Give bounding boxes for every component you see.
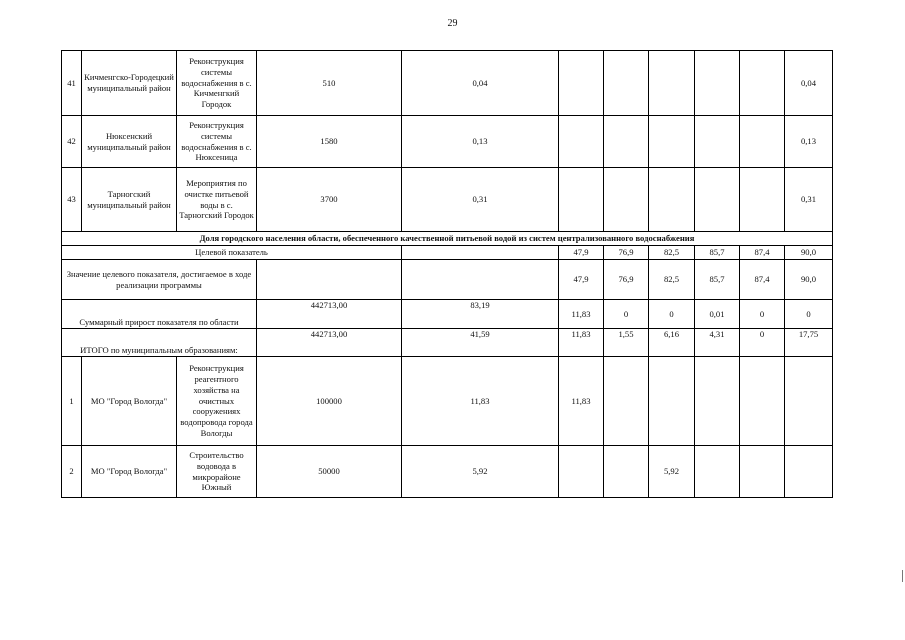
section-row: [62, 232, 833, 246]
target-value: 90,0: [785, 246, 833, 260]
empty-cell: [695, 357, 740, 446]
itogo-value: 11,83: [559, 329, 604, 357]
sum-share: 83,19: [402, 300, 559, 329]
share-cell: 11,83: [402, 357, 559, 446]
measure-cell: Мероприятия по очистке питьевой воды в с. Тарногский Городок: [177, 168, 257, 232]
achieved-row: [62, 260, 833, 300]
achieved-value: 90,0: [785, 260, 833, 300]
total-cell: 0,13: [785, 116, 833, 168]
table-row: [62, 168, 833, 232]
district-cell: МО "Город Вологда": [82, 446, 177, 498]
empty-cell: [785, 357, 833, 446]
itogo-label: ИТОГО по муниципальным образованиям:: [62, 329, 257, 357]
itogo-row: [62, 329, 833, 357]
page-number: 29: [447, 18, 458, 29]
target-row: [62, 246, 833, 260]
empty-cell: [695, 116, 740, 168]
empty-cell: [649, 51, 695, 116]
target-value: 47,9: [559, 246, 604, 260]
empty-cell: [740, 446, 785, 498]
cost-cell: 50000: [257, 446, 402, 498]
share-cell: 5,92: [402, 446, 559, 498]
sum-value: 0,01: [695, 300, 740, 329]
table-row: [62, 116, 833, 168]
row-number: 42: [62, 116, 82, 168]
table-row: [62, 357, 833, 446]
achieved-label: Значение целевого показателя, достигаемое в ходе реализации программы: [62, 260, 257, 300]
itogo-value: 1,55: [604, 329, 649, 357]
empty-cell: [559, 446, 604, 498]
empty-cell: [695, 51, 740, 116]
achieved-value: 87,4: [740, 260, 785, 300]
empty-cell: [785, 446, 833, 498]
sum-value: 11,83: [559, 300, 604, 329]
cost-cell: 510: [257, 51, 402, 116]
itogo-cost: 442713,00: [257, 329, 402, 357]
cost-cell: 3700: [257, 168, 402, 232]
total-cell: 0,04: [785, 51, 833, 116]
cost-cell: 100000: [257, 357, 402, 446]
achieved-value: 76,9: [604, 260, 649, 300]
empty-cell: [559, 168, 604, 232]
sum-row: [62, 300, 833, 329]
achieved-value: 82,5: [649, 260, 695, 300]
table-row: [62, 51, 833, 116]
target-value: 85,7: [695, 246, 740, 260]
sum-value: 0: [785, 300, 833, 329]
share-cell: 0,31: [402, 168, 559, 232]
scan-edge-mark: [902, 570, 903, 582]
target-value: 76,9: [604, 246, 649, 260]
row-number: 1: [62, 357, 82, 446]
year-value: 5,92: [649, 446, 695, 498]
empty-cell: [402, 260, 559, 300]
target-value: 82,5: [649, 246, 695, 260]
cost-cell: 1580: [257, 116, 402, 168]
empty-cell: [559, 116, 604, 168]
empty-cell: [740, 116, 785, 168]
sum-value: 0: [604, 300, 649, 329]
district-cell: Кичменгско-Городецкий муниципальный район: [82, 51, 177, 116]
measure-cell: Строительство водовода в микрорайоне Южный: [177, 446, 257, 498]
program-table: [61, 50, 833, 498]
achieved-value: 47,9: [559, 260, 604, 300]
target-value: 87,4: [740, 246, 785, 260]
district-cell: Нюксенский муниципальный район: [82, 116, 177, 168]
measure-cell: Реконструкция системы водоснабжения в с. Нюксеница: [177, 116, 257, 168]
total-cell: 0,31: [785, 168, 833, 232]
empty-cell: [649, 357, 695, 446]
share-cell: 0,13: [402, 116, 559, 168]
itogo-value: 4,31: [695, 329, 740, 357]
empty-cell: [604, 168, 649, 232]
empty-cell: [695, 168, 740, 232]
itogo-value: 17,75: [785, 329, 833, 357]
row-number: 41: [62, 51, 82, 116]
row-number: 43: [62, 168, 82, 232]
empty-cell: [649, 168, 695, 232]
itogo-value: 6,16: [649, 329, 695, 357]
itogo-share: 41,59: [402, 329, 559, 357]
empty-cell: [604, 357, 649, 446]
table-row: [62, 446, 833, 498]
sum-value: 0: [740, 300, 785, 329]
empty-cell: [740, 357, 785, 446]
district-cell: Тарногский муниципальный район: [82, 168, 177, 232]
section-title: Доля городского населения области, обеспеченного качественной питьевой водой из систем централизованного водоснабжения: [62, 232, 833, 246]
empty-cell: [402, 246, 559, 260]
year-value: 11,83: [559, 357, 604, 446]
empty-cell: [604, 51, 649, 116]
achieved-value: 85,7: [695, 260, 740, 300]
empty-cell: [740, 51, 785, 116]
measure-cell: Реконструкция системы водоснабжения в с. Кичменгкий Городок: [177, 51, 257, 116]
row-number: 2: [62, 446, 82, 498]
district-cell: МО "Город Вологда": [82, 357, 177, 446]
empty-cell: [604, 116, 649, 168]
sum-label: Суммарный прирост показателя по области: [62, 300, 257, 329]
sum-value: 0: [649, 300, 695, 329]
share-cell: 0,04: [402, 51, 559, 116]
measure-cell: Реконструкция реагентного хозяйства на очистных сооружениях водопровода города Вологды: [177, 357, 257, 446]
empty-cell: [695, 446, 740, 498]
target-label: Целевой показатель: [62, 246, 402, 260]
empty-cell: [740, 168, 785, 232]
empty-cell: [559, 51, 604, 116]
sum-cost: 442713,00: [257, 300, 402, 329]
empty-cell: [257, 260, 402, 300]
empty-cell: [604, 446, 649, 498]
empty-cell: [649, 116, 695, 168]
itogo-value: 0: [740, 329, 785, 357]
